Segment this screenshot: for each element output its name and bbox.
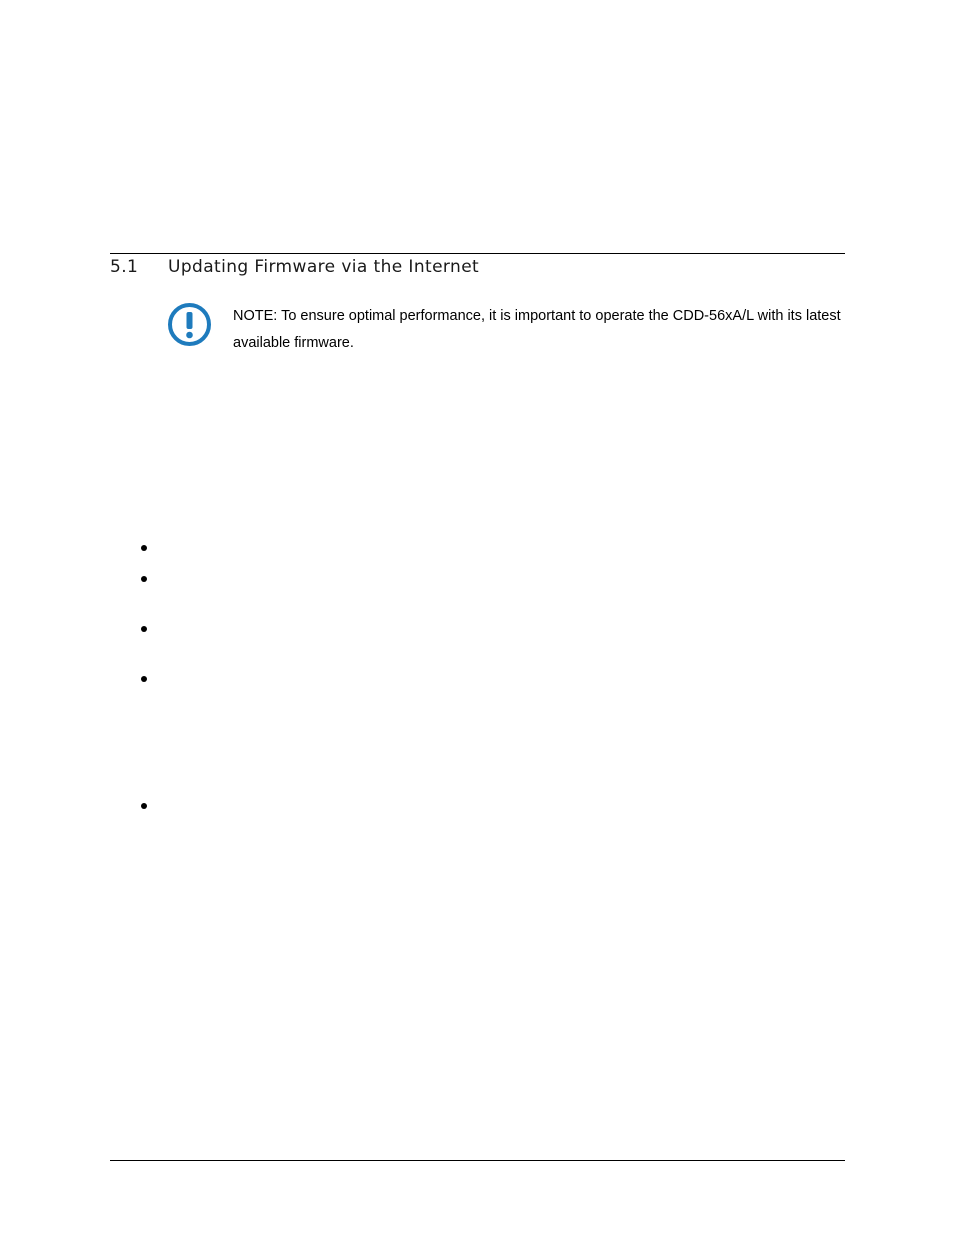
list-bullet: [141, 803, 147, 809]
list-bullet: [141, 676, 147, 682]
note-text: NOTE: To ensure optimal performance, it is important to operate the CDD-56xA/L with its latest available firmware.: [233, 308, 841, 351]
footer-rule: [110, 1160, 845, 1161]
list-bullet: [141, 626, 147, 632]
list-bullet: [141, 576, 147, 582]
section-title: Updating Firmware via the Internet: [168, 257, 480, 277]
list-bullet: [141, 545, 147, 551]
section-heading: [110, 257, 479, 277]
exclamation-circle-icon: [167, 302, 212, 347]
section-top-rule: [110, 253, 845, 254]
section-number: 5.1: [110, 257, 139, 277]
